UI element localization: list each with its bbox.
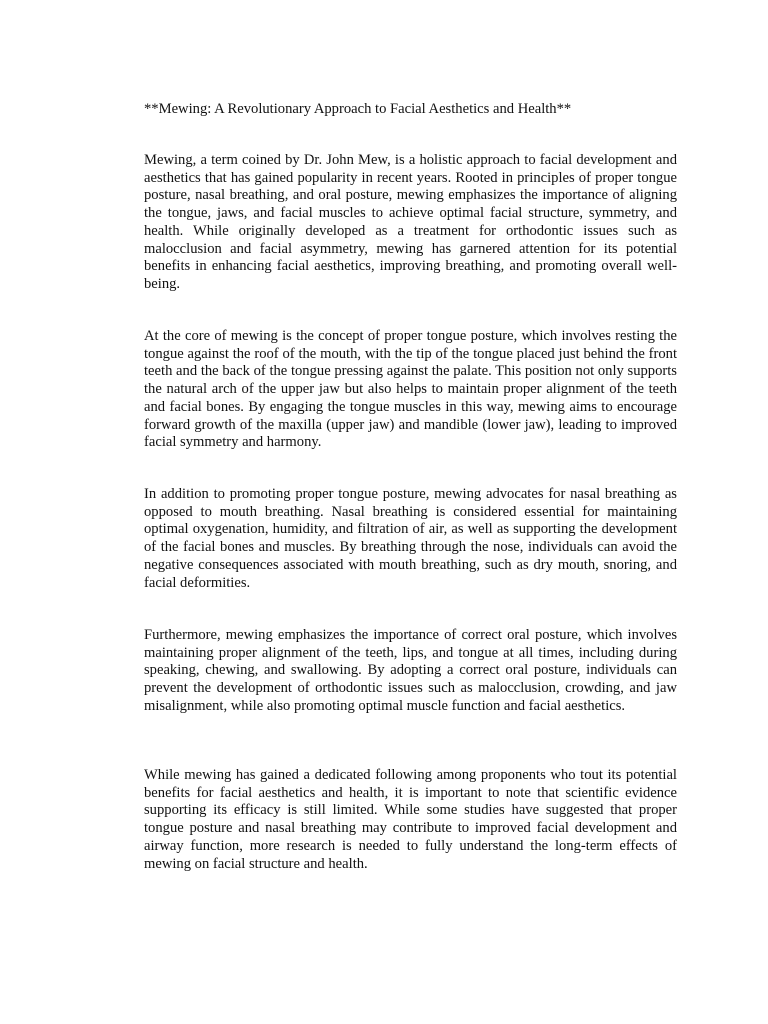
paragraph-intro: Mewing, a term coined by Dr. John Mew, is a holistic approach to facial development and aesthetics that has gained popularity in recent years. Rooted in principles of proper tongue posture, nasal breathing, and oral posture, mewing emphasizes the importance of aligning the tongue, jaws, and facial muscles to achieve optimal facial structure, symmetry, and health. While originally developed as a treatment for orthodontic issues such as malocclusion and facial asymmetry, mewing has garnered attention for its potential benefits in enhancing facial aesthetics, improving breathing, and promoting overall well-being. — [144, 152, 677, 292]
paragraph-tongue-posture: At the core of mewing is the concept of proper tongue posture, which involves resting the tongue against the roof of the mouth, with the tip of the tongue placed just behind the front teeth and the back of the tongue pressing against the palate. This position not only supports the natural arch of the upper jaw but also helps to maintain proper alignment of the teeth and facial bones. By engaging the tongue muscles in this way, mewing aims to encourage forward growth of the maxilla (upper jaw) and mandible (lower jaw), leading to improved facial symmetry and harmony. — [144, 328, 677, 451]
paragraph-oral-posture: Furthermore, mewing emphasizes the importance of correct oral posture, which involves maintaining proper alignment of the teeth, lips, and tongue at all times, including during speaking, chewing, and swallowing. By adopting a correct oral posture, individuals can prevent the development of orthodontic issues such as malocclusion, crowding, and jaw misalignment, while also promoting optimal muscle function and facial aesthetics. — [144, 627, 677, 714]
paragraph-nasal-breathing: In addition to promoting proper tongue posture, mewing advocates for nasal breathing as opposed to mouth breathing. Nasal breathing is considered essential for maintaining optimal oxygenation, humidity, and filtration of air, as well as supporting the development of the facial bones and muscles. By breathing through the nose, individuals can avoid the negative consequences associated with mouth breathing, such as dry mouth, snoring, and facial deformities. — [144, 486, 677, 591]
paragraph-evidence: While mewing has gained a dedicated following among proponents who tout its potential benefits for facial aesthetics and health, it is important to note that scientific evidence supporting its efficacy is still limited. While some studies have suggested that proper tongue posture and nasal breathing may contribute to improved facial development and airway function, more research is needed to fully understand the long-term effects of mewing on facial structure and health. — [144, 767, 677, 872]
document-title: **Mewing: A Revolutionary Approach to Facial Aesthetics and Health** — [144, 101, 572, 117]
